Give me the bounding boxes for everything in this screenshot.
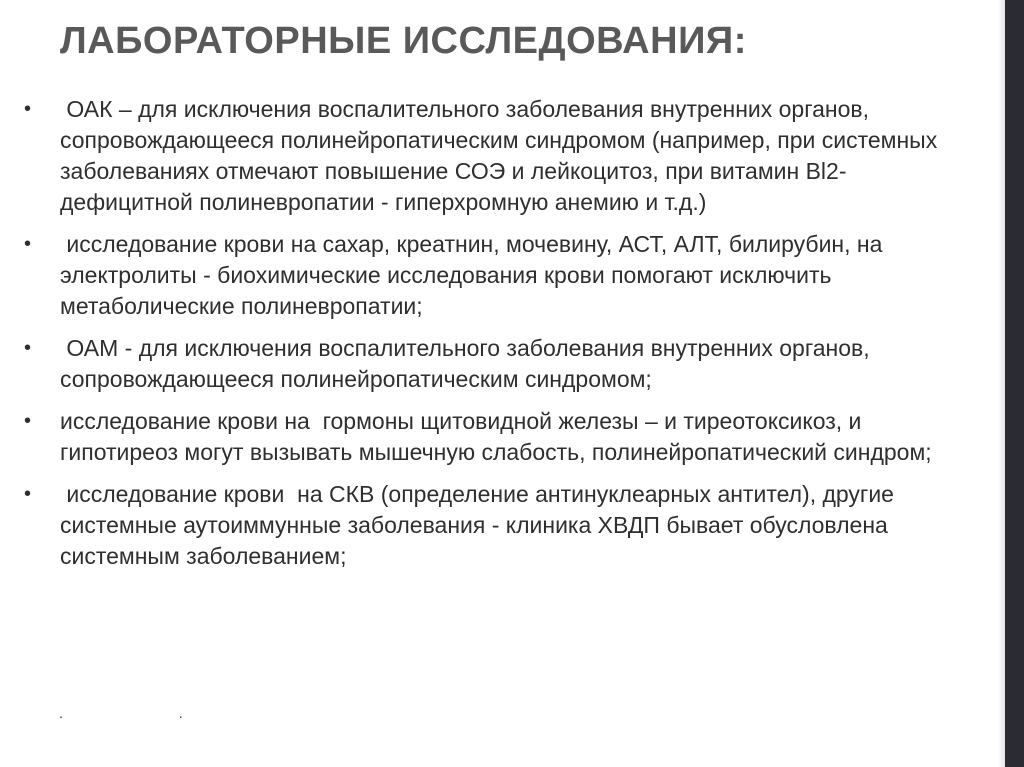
- list-item: [20, 333, 960, 395]
- side-bar: [1005, 0, 1024, 767]
- list-item-text: исследование крови на гормоны щитовидной железы – и тиреотоксикоз, и гипотиреоз могут вызывать мышечную слабость, полинейропатический синдром;: [60, 408, 932, 465]
- list-item: [20, 406, 960, 468]
- side-bar-shadow: [998, 0, 1005, 767]
- bullet-icon: •: [24, 337, 32, 359]
- bullet-icon: •: [24, 483, 32, 505]
- trailing-marks: . .: [59, 705, 239, 721]
- list-item: [20, 479, 960, 572]
- bullet-icon: •: [24, 98, 32, 120]
- list-item-text: ОАМ - для исключения воспалительного заболевания внутренних органов, сопровождающееся полинейропатическим синдромом;: [60, 335, 877, 392]
- list-item-text: исследование крови на СКВ (определение антинуклеарных антител), другие системные аутоиммунные заболевания - клиника ХВДП бывает обусловлена системным заболеванием;: [60, 481, 901, 569]
- list-item: [20, 229, 960, 322]
- list-item-text: исследование крови на сахар, креатнин, мочевину, АСТ, АЛТ, билирубин, на электролиты - биохимические исследования крови помогают исключить метаболические полиневропатии;: [60, 231, 889, 319]
- list-item: [20, 94, 960, 218]
- bullet-list: [20, 94, 960, 583]
- bullet-icon: •: [24, 410, 32, 432]
- slide-title: ЛАБОРАТОРНЫЕ ИССЛЕДОВАНИЯ:: [60, 20, 747, 62]
- list-item-text: ОАК – для исключения воспалительного заболевания внутренних органов, сопровождающееся полинейропатическим синдромом (например, при системных заболеваниях отмечают повышение СОЭ и лейкоцитоз, при витамин Bl2-дефицитной полиневропатии - гиперхромную анемию и т.д.): [60, 96, 944, 215]
- bullet-icon: •: [24, 233, 32, 255]
